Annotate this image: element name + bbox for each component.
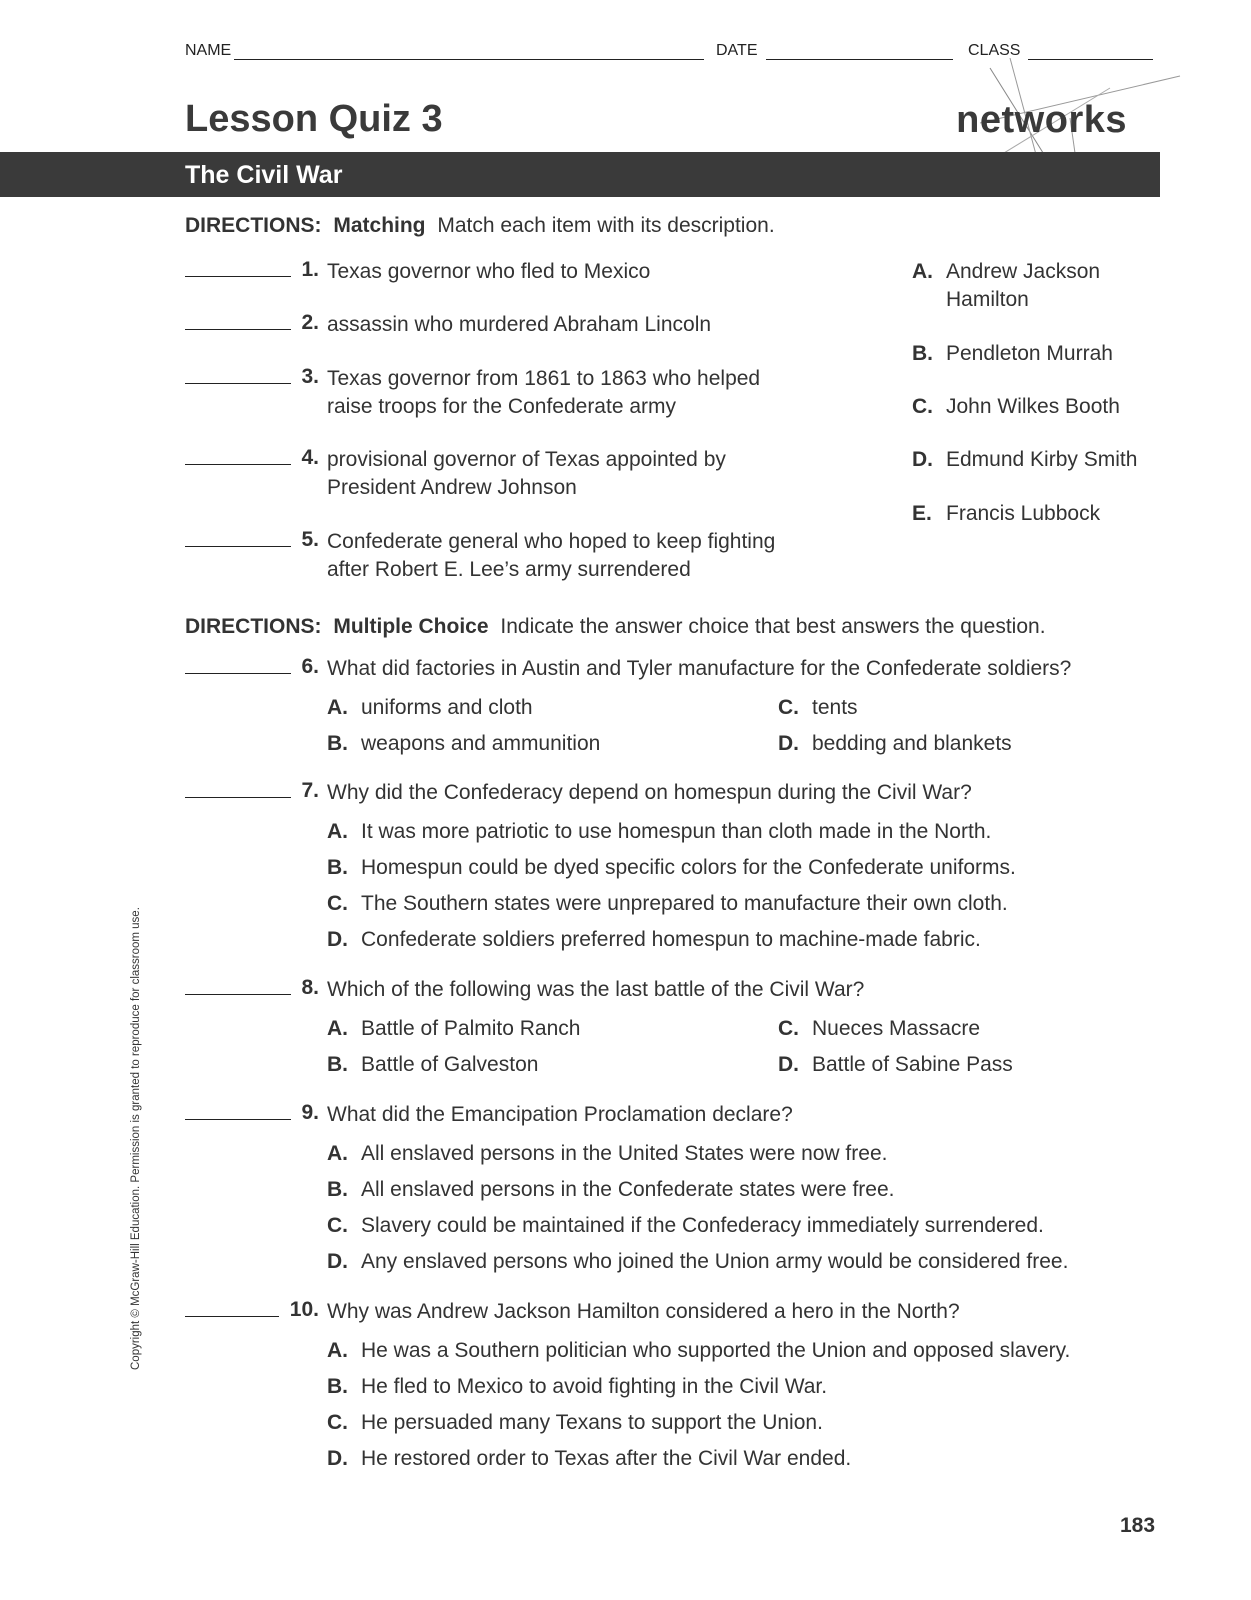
matching-directions: [185, 214, 775, 238]
answer-blank[interactable]: [185, 1119, 291, 1120]
item-number: 3.: [301, 365, 319, 388]
directions-type: Matching: [333, 214, 426, 237]
answer-blank[interactable]: [185, 383, 291, 384]
question-text: Why did the Confederacy depend on homespun during the Civil War?: [327, 781, 972, 804]
answer-option: D. Any enslaved persons who joined the Union army would be considered free.: [327, 1250, 1069, 1273]
answer-blank[interactable]: [185, 276, 291, 277]
answer-option: A. He was a Southern politician who supported the Union and opposed slavery.: [327, 1339, 1071, 1362]
answer-option: C. Slavery could be maintained if the Confederacy immediately surrendered.: [327, 1214, 1044, 1237]
item-number: 2.: [301, 311, 319, 334]
answer-blank[interactable]: [185, 673, 291, 674]
name-input-line[interactable]: [234, 59, 704, 60]
page-title: Lesson Quiz 3: [185, 98, 443, 140]
answer-option: C. tents: [778, 696, 858, 719]
question-text: Why was Andrew Jackson Hamilton considered a hero in the North?: [327, 1300, 960, 1323]
directions-instruction: Match each item with its description.: [437, 214, 775, 237]
page-number: 183: [1120, 1514, 1156, 1537]
answer-blank[interactable]: [185, 994, 291, 995]
date-input-line[interactable]: [766, 59, 953, 60]
item-text: Confederate general who hoped to keep fighting after Robert E. Lee’s army surrendered: [327, 530, 776, 581]
answer-option: B. Battle of Galveston: [327, 1053, 539, 1076]
directions-label: DIRECTIONS:: [185, 615, 322, 638]
directions-type: Multiple Choice: [333, 615, 489, 638]
answer-blank[interactable]: [185, 797, 291, 798]
copyright-notice: Copyright © McGraw-Hill Education. Permission is granted to reproduce for classroom use.: [130, 907, 142, 1370]
answer-option: A. All enslaved persons in the United States were now free.: [327, 1142, 888, 1165]
answer-option: A. It was more patriotic to use homespun than cloth made in the North.: [327, 820, 992, 843]
question-number: 8.: [301, 976, 319, 999]
multiple-choice-directions: [185, 615, 1046, 639]
answer-option: D. He restored order to Texas after the Civil War ended.: [327, 1447, 852, 1470]
item-number: 4.: [301, 446, 319, 469]
item-number: 1.: [301, 258, 319, 281]
item-text: provisional governor of Texas appointed by President Andrew Johnson: [327, 448, 726, 499]
item-number: 5.: [301, 528, 319, 551]
date-label: DATE: [716, 42, 758, 59]
answer-blank[interactable]: [185, 546, 291, 547]
item-text: Texas governor who fled to Mexico: [327, 260, 651, 283]
title-bar: [0, 152, 1160, 197]
answer-blank[interactable]: [185, 329, 291, 330]
question-number: 10.: [289, 1298, 319, 1321]
question-text: What did the Emancipation Proclamation declare?: [327, 1103, 793, 1126]
name-label: NAME: [185, 42, 232, 59]
answer-option: C. The Southern states were unprepared to manufacture their own cloth.: [327, 892, 1008, 915]
question-number: 6.: [301, 655, 319, 678]
answer-option: A. Battle of Palmito Ranch: [327, 1017, 581, 1040]
item-text: Texas governor from 1861 to 1863 who helped raise troops for the Confederate army: [327, 367, 761, 418]
question-text: Which of the following was the last battle of the Civil War?: [327, 978, 865, 1001]
answer-option: D. Battle of Sabine Pass: [778, 1053, 1013, 1076]
section-title: The Civil War: [185, 161, 343, 189]
item-text: assassin who murdered Abraham Lincoln: [327, 313, 712, 336]
question-number: 9.: [301, 1101, 319, 1124]
answer-blank[interactable]: [185, 1316, 279, 1317]
directions-instruction: Indicate the answer choice that best answers the question.: [500, 615, 1046, 638]
answer-option: B. weapons and ammunition: [327, 732, 601, 755]
question-number: 7.: [301, 779, 319, 802]
answer-option: A. uniforms and cloth: [327, 696, 533, 719]
answer-option: D. bedding and blankets: [778, 732, 1012, 755]
class-label: CLASS: [968, 42, 1021, 59]
directions-label: DIRECTIONS:: [185, 214, 322, 237]
answer-option: B. All enslaved persons in the Confederate states were free.: [327, 1178, 895, 1201]
answer-blank[interactable]: [185, 464, 291, 465]
brand-logo: networks: [956, 99, 1127, 141]
answer-option: C. Nueces Massacre: [778, 1017, 981, 1040]
question-text: What did factories in Austin and Tyler manufacture for the Confederate soldiers?: [327, 657, 1072, 680]
answer-option: B. He fled to Mexico to avoid fighting in the Civil War.: [327, 1375, 828, 1398]
answer-option: C. He persuaded many Texans to support the Union.: [327, 1411, 823, 1434]
answer-option: D. Confederate soldiers preferred homespun to machine-made fabric.: [327, 928, 981, 951]
answer-option: B. Homespun could be dyed specific colors for the Confederate uniforms.: [327, 856, 1016, 879]
